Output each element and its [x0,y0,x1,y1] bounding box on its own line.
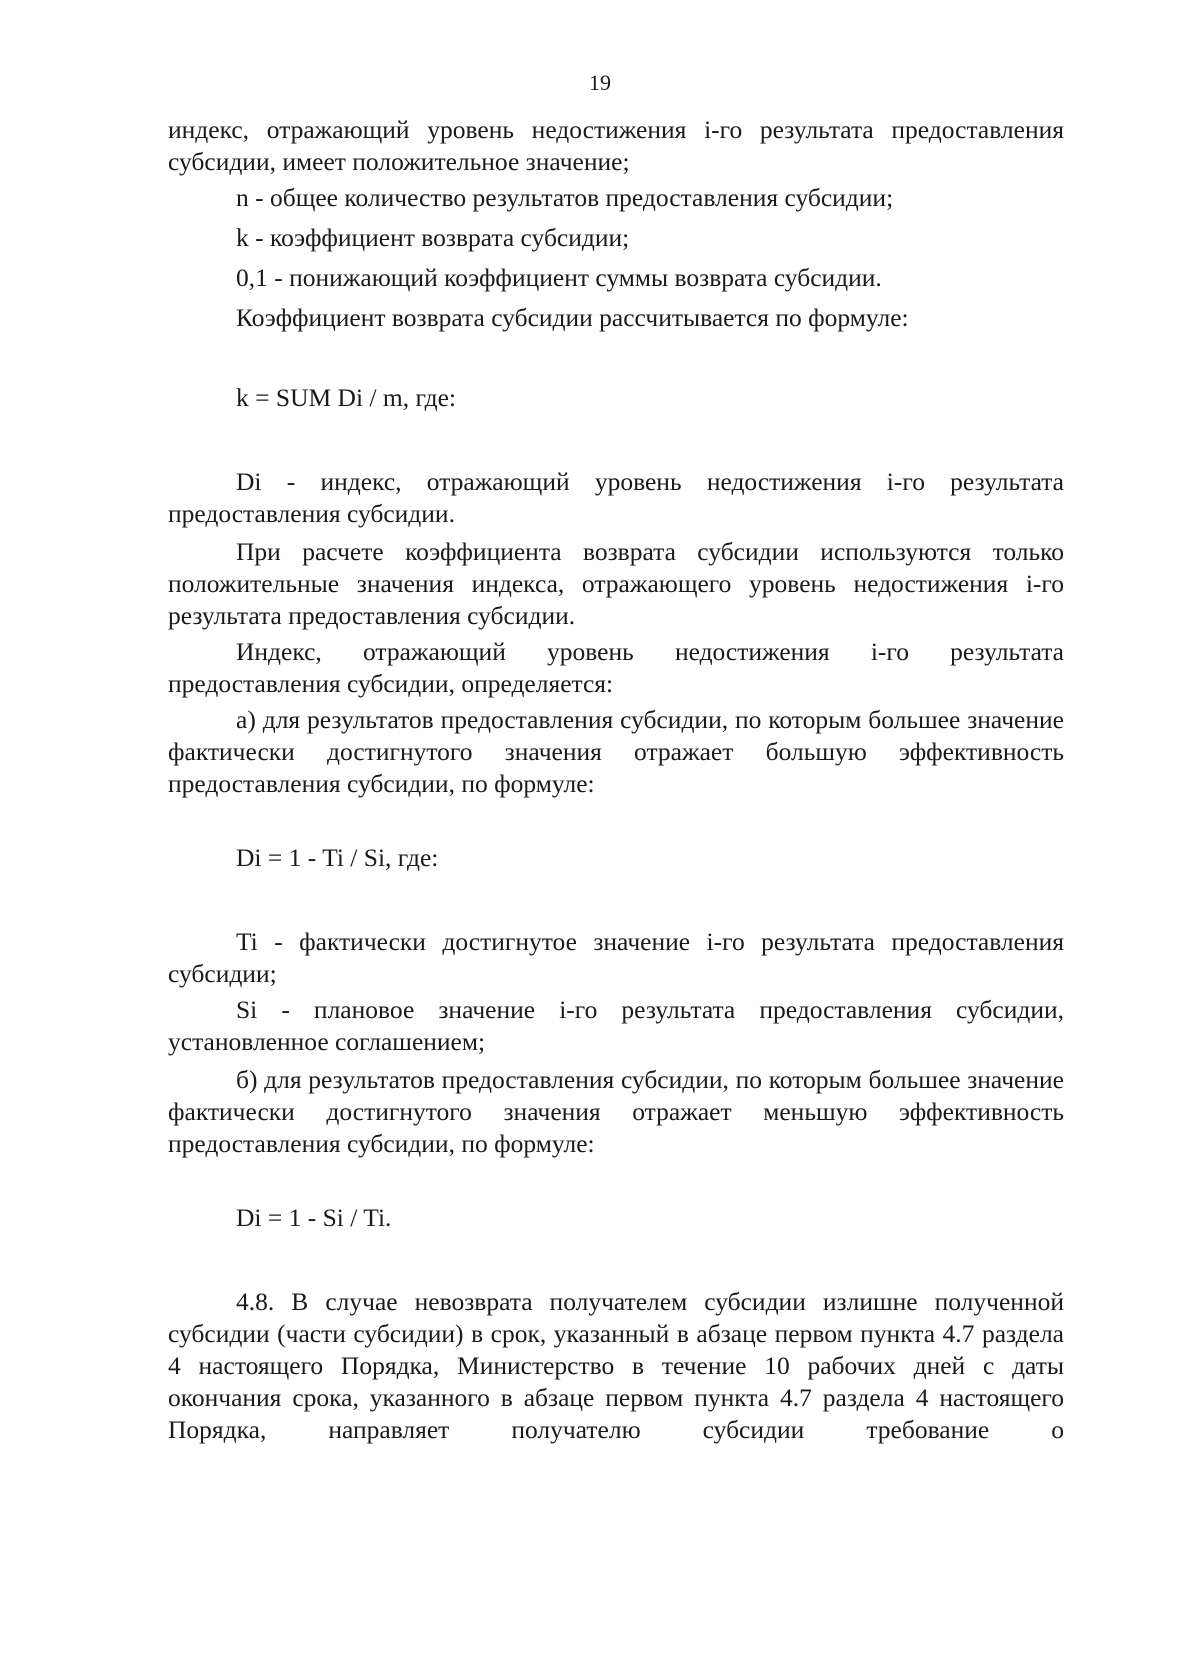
paragraph-section-4-8: 4.8. В случае невозврата получателем субсидии излишне полученной субсидии (части субсидии) в срок, указанный в абзаце первом пункта 4.7 раздела 4 настоящего Порядка, Министерство в течение 10 рабочих дней с даты окончания срока, указанного в абзаце первом пункта 4.7 раздела 4 настоящего Порядка, направляет получателю субсидии требование о [168,1287,1064,1444]
paragraph-reduction-coefficient: 0,1 - понижающий коэффициент суммы возврата субсидии. [236,263,882,292]
formula-b: Di = 1 - Si / Ti. [236,1203,392,1232]
paragraph-si-definition: Si - плановое значение i-го результата предоставления субсидии, установленное соглашением; [168,995,1064,1056]
formula-k: k = SUM Di / m, где: [236,383,457,412]
paragraph-n-definition: n - общее количество результатов предоставления субсидии; [236,183,894,212]
paragraph-case-a: а) для результатов предоставления субсидии, по которым большее значение фактически достигнутого значения отражает большую эффективность предоставления субсидии, по формуле: [168,705,1064,798]
paragraph-index-definition: индекс, отражающий уровень недостижения i-го результата предоставления субсидии, имеет положительное значение; [168,115,1064,176]
paragraph-k-formula-intro: Коэффициент возврата субсидии рассчитывается по формуле: [236,303,909,332]
page-number: 19 [589,70,611,95]
formula-a: Di = 1 - Ti / Si, где: [236,843,439,872]
paragraph-index-determined: Индекс, отражающий уровень недостижения i-го результата предоставления субсидии, определяется: [168,637,1064,698]
paragraph-case-b: б) для результатов предоставления субсидии, по которым большее значение фактически достигнутого значения отражает меньшую эффективность предоставления субсидии, по формуле: [168,1065,1064,1158]
paragraph-ti-definition: Ti - фактически достигнутое значение i-го результата предоставления субсидии; [168,927,1064,988]
paragraph-di-definition: Di - индекс, отражающий уровень недостижения i-го результата предоставления субсидии. [168,467,1064,528]
paragraph-k-definition: k - коэффициент возврата субсидии; [236,223,630,252]
paragraph-positive-values: При расчете коэффициента возврата субсидии используются только положительные значения индекса, отражающего уровень недостижения i-го результата предоставления субсидии. [168,537,1064,630]
